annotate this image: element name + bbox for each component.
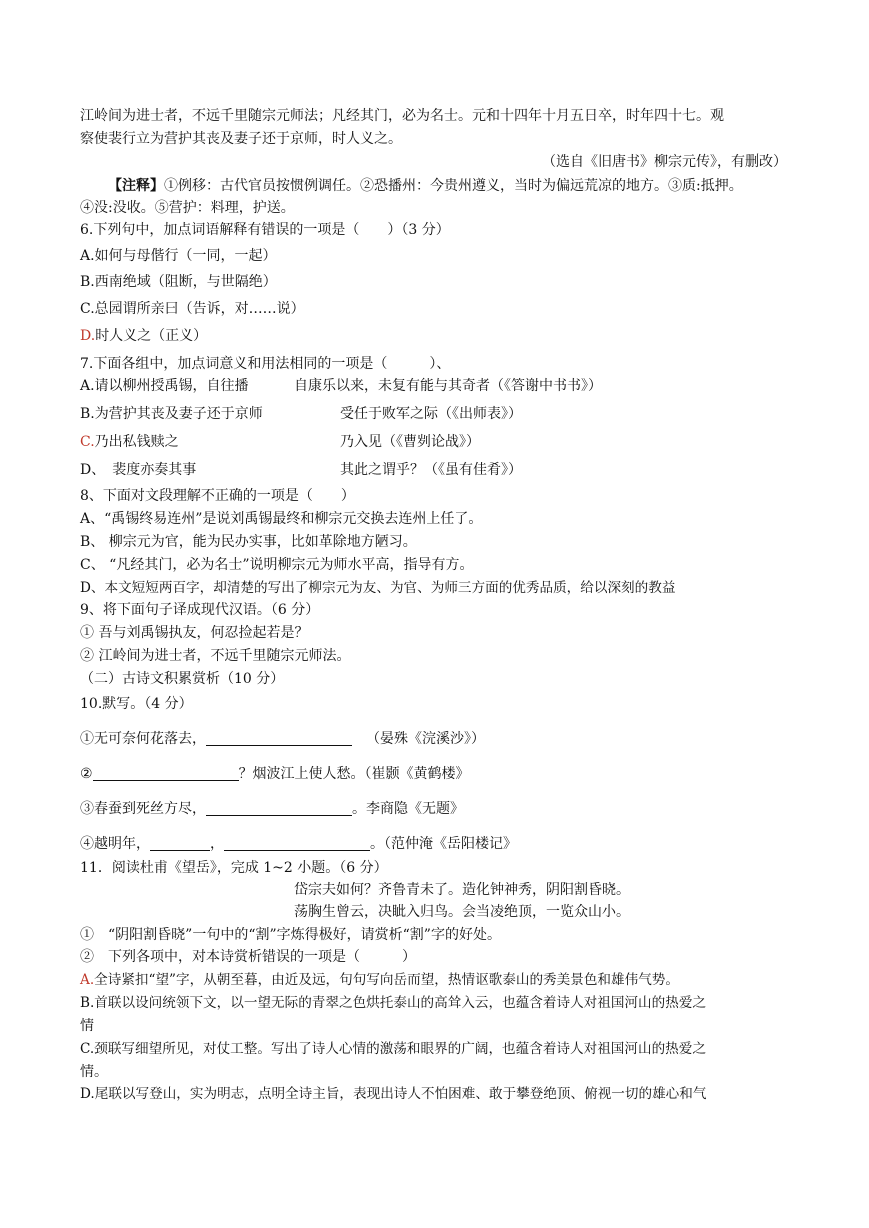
q10-blank-3[interactable]: [206, 799, 352, 816]
q10-line-4: [80, 834, 517, 854]
q6-answer-letter: D.: [80, 328, 96, 344]
q10-l4-mid: ，: [210, 836, 224, 852]
q8-stem: 8、下面对文段理解不正确的一项是（ ）: [80, 488, 355, 504]
note-line-2: ④没:没收。⑤营护：料理，护送。: [80, 200, 295, 216]
q7-a-right: 自康乐以来，未复有能与其奇者（《答谢中书书》）: [294, 378, 602, 394]
note-line-1: [108, 176, 743, 196]
note-label: 【注释】: [108, 178, 164, 194]
q10-l2-post: ？烟波江上使人愁。（崔颢《黄鹤楼》: [238, 766, 470, 782]
q10-blank-1[interactable]: [206, 729, 352, 746]
note-text-1: ①例移：古代官员按惯例调任。②恐播州：今贵州遵义，当时为偏远荒凉的地方。③质:抵押。: [164, 178, 743, 194]
q10-l2-pre: ②: [80, 766, 93, 782]
q6-stem: 6.下列句中，加点词语解释有错误的一项是（ ）（3 分）: [80, 222, 450, 238]
passage-source: （选自《旧唐书》柳宗元传》，有删改）: [542, 154, 787, 170]
q11-option-b-line-2: 情: [80, 1018, 94, 1034]
q11-option-b-line-1: B.首联以设问统领下文，以一望无际的青翠之色烘托泰山的高耸入云，也蕴含着诗人对祖国河山的热爱之: [80, 995, 707, 1011]
section-2-heading: （二）古诗文积累赏析（10 分）: [80, 671, 285, 687]
q6-option-a: A.如何与母偕行（一同，一起）: [80, 248, 277, 264]
q11-option-d-line-1: D.尾联以写登山，实为明志，点明全诗主旨，表现出诗人不怕困难、敢于攀登绝顶、俯视一切的雄心和气: [80, 1086, 707, 1102]
q9-sentence-1: ① 吾与刘禹锡执友，何忍捡起若是？: [80, 625, 309, 641]
q8-option-c: C、 “凡经其门，必为名士”说明柳宗元为师水平高，指导有方。: [80, 557, 474, 573]
q10-line-2: [80, 764, 470, 784]
q7-c-left: 乃出私钱赎之: [94, 434, 179, 450]
q7-d-left: D、 裴度亦奏其事: [80, 462, 197, 478]
poem-line-1: 岱宗夫如何？齐鲁青未了。造化钟神秀，阴阳割昏晓。: [294, 882, 630, 898]
q10-line-3: [80, 799, 464, 819]
q6-option-b: B.西南绝域（阻断，与世隔绝）: [80, 274, 277, 290]
passage-line-1: 江岭间为进士者，不远千里随宗元师法；凡经其门，必为名士。元和十四年十月五日卒，时年四十七。观: [80, 108, 724, 124]
q11-sub-2: ② 下列各项中，对本诗赏析错误的一项是（ ）: [80, 949, 416, 965]
q7-b-left: B.为营护其丧及妻子还于京师: [80, 406, 263, 422]
q7-stem: 7.下面各组中，加点词意义和用法相同的一项是（ ）、: [80, 356, 451, 372]
q11-sub-1: ① “阴阳割昏晓”一句中的“割”字炼得极好，请赏析“割”字的好处。: [80, 927, 501, 943]
q10-blank-4a[interactable]: [150, 834, 210, 851]
q8-option-d: D、本文短短两百字，却清楚的写出了柳宗元为友、为官、为师三方面的优秀品质，给以深刻的教益: [80, 580, 676, 596]
q11-answer-letter: A.: [80, 972, 95, 988]
q10-l1-pre: ①无可奈何花落去，: [80, 731, 206, 747]
q7-d-right: 其此之谓乎？（《虽有佳肴》）: [340, 462, 522, 478]
q6-option-d: [80, 326, 207, 346]
q11-option-c-line-2: 情。: [80, 1064, 108, 1080]
q6-option-c: C.总园谓所亲曰（告诉，对……说）: [80, 301, 305, 317]
q10-l3-post: 。李商隐《无题》: [352, 801, 464, 817]
q7-b-right: 受任于败军之际（《出师表》）: [340, 406, 522, 422]
q11-option-c-line-1: C.颈联写细望所见，对仗工整。写出了诗人心情的激荡和眼界的广阔，也蕴含着诗人对祖国河山的热爱之: [80, 1041, 706, 1057]
q11-option-a: [80, 970, 679, 990]
q7-option-b: [80, 404, 522, 424]
q7-option-d: [80, 460, 522, 480]
poem-line-2: 荡胸生曾云，决眦入归鸟。会当凌绝顶，一览众山小。: [294, 904, 630, 920]
q7-answer-letter: C.: [80, 434, 95, 450]
q10-l4-pre: ④越明年，: [80, 836, 150, 852]
q10-blank-4b[interactable]: [224, 834, 370, 851]
q7-a-left: A.请以柳州授禹锡，自往播: [80, 378, 249, 394]
passage-line-2: 察使裴行立为营护其丧及妻子还于京师，时人义之。: [80, 131, 402, 147]
q9-sentence-2: ② 江岭间为进士者，不远千里随宗元师法。: [80, 648, 351, 664]
q6-option-d-text: 时人义之（正义）: [95, 328, 208, 344]
q8-option-b: B、 柳宗元为官，能为民办实事，比如革除地方陋习。: [80, 534, 417, 550]
q11-stem: 11．阅读杜甫《望岳》，完成 1~2 小题。（6 分）: [80, 860, 388, 876]
q7-option-c: [80, 432, 480, 452]
q10-l1-post: （晏殊《浣溪沙》）: [366, 731, 485, 747]
q7-option-a: [80, 376, 602, 396]
q10-l4-post: 。（范仲淹《岳阳楼记》: [370, 836, 517, 852]
q10-blank-2[interactable]: [93, 764, 239, 781]
q9-stem: 9、将下面句子译成现代汉语。（6 分）: [80, 602, 320, 618]
q7-c-right: 乃入见（《曹刿论战》）: [340, 434, 480, 450]
q10-line-1: [80, 729, 485, 749]
q10-stem: 10.默写。（4 分）: [80, 696, 193, 712]
q8-option-a: A、“禹锡终易连州”是说刘禹锡最终和柳宗元交换去连州上任了。: [80, 511, 483, 527]
q11-option-a-text: 全诗紧扣“望”字，从朝至暮，由近及远，句句写向岳而望，热情讴歌泰山的秀美景色和雄伟气势。: [94, 972, 679, 988]
q10-l3-pre: ③春蚕到死丝方尽，: [80, 801, 206, 817]
